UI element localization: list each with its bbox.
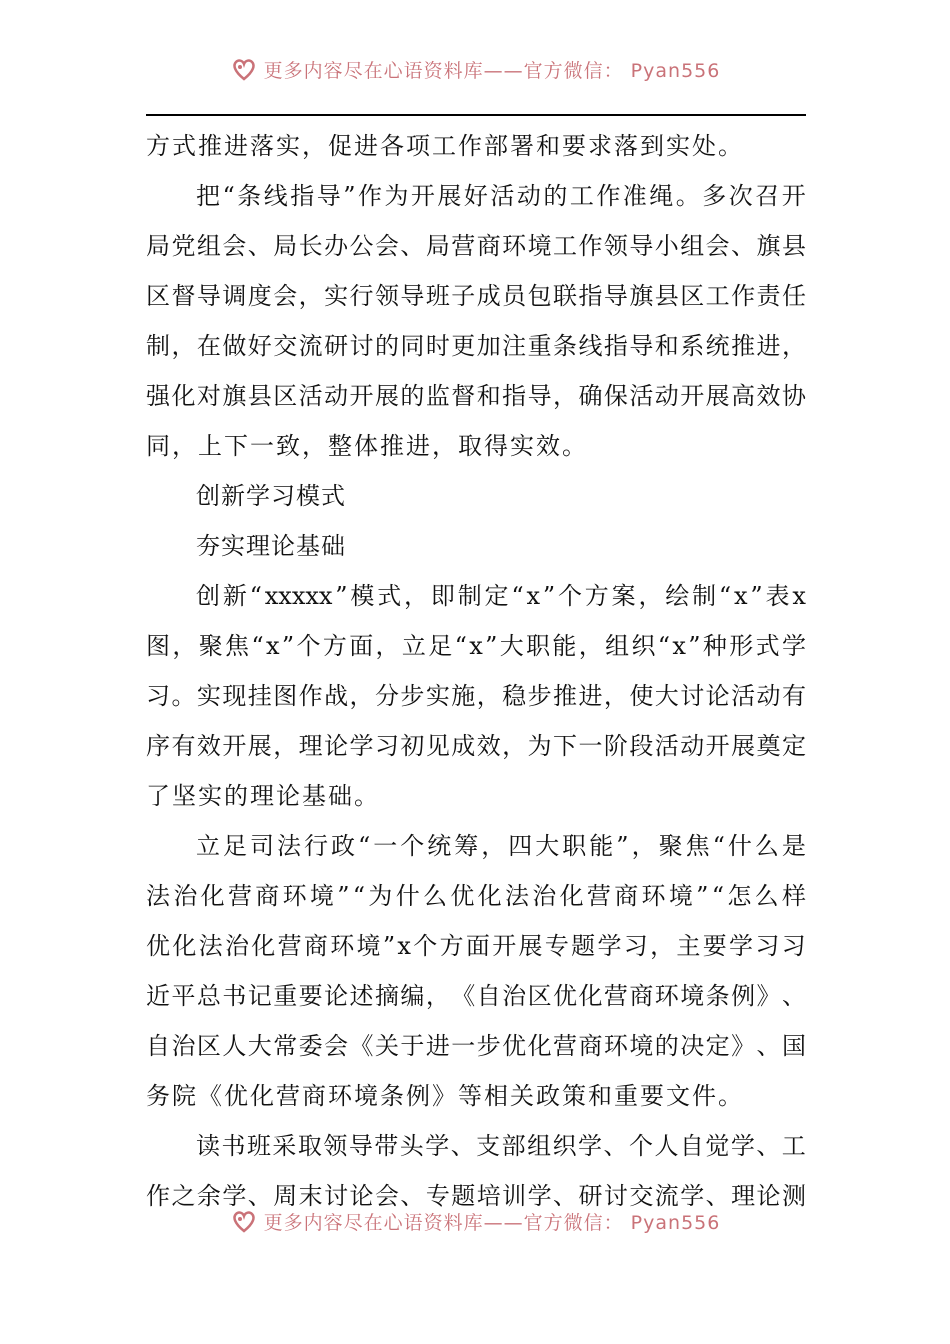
footer-watermark — [0, 1206, 950, 1236]
text-line: 优 化 法 治 化 营 商 环 境 ” x 个 方 面 开 展 专 题 学 习 ， 主 要 学 习 习 — [146, 932, 806, 960]
heart-logo-icon — [230, 55, 258, 83]
text-line: 读 书 班 采 取 领 导 带 头 学 、 支 部 组 织 学 、 个 人 自 觉 学 、 工 — [196, 1132, 806, 1160]
text-line: 立 足 司 法 行 政 “ 一 个 统 筹 ， 四 大 职 能 ” ， 聚 焦 “ 什 么 是 — [196, 832, 806, 860]
section-heading: 夯实理论基础 — [196, 532, 346, 560]
section-heading: 创新学习模式 — [196, 482, 346, 510]
text-line: 创 新 “ xxxxx ” 模 式 ， 即 制 定 “ x ” 个 方 案 ， 绘 制 “ x ” 表 x — [196, 582, 806, 610]
text-line: 区 督 导 调 度 会 ， 实 行 领 导 班 子 成 员 包 联 指 导 旗 县 区 工 作 责 任 — [146, 282, 806, 310]
text-line: 强 化 对 旗 县 区 活 动 开 展 的 监 督 和 指 导 ， 确 保 活 动 开 展 高 效 协 — [146, 382, 806, 410]
text-line: 了坚实的理论基础。 — [146, 782, 380, 810]
text-line: 法 治 化 营 商 环 境 ” “ 为 什 么 优 化 法 治 化 营 商 环 境 ” “ 怎 么 样 — [146, 882, 806, 910]
text-line: 把 “ 条 线 指 导 ” 作 为 开 展 好 活 动 的 工 作 准 绳 。 多 次 召 开 — [196, 182, 806, 210]
text-line: 序 有 效 开 展 ， 理 论 学 习 初 见 成 效 ， 为 下 一 阶 段 活 动 开 展 奠 定 — [146, 732, 806, 760]
text-line: 作 之 余 学 、 周 末 讨 论 会 、 专 题 培 训 学 、 研 讨 交 流 学 、 理 论 测 — [146, 1182, 806, 1210]
text-line: 制 ， 在 做 好 交 流 研 讨 的 同 时 更 加 注 重 条 线 指 导 和 系 统 推 进 ， — [146, 332, 806, 360]
header-watermark — [0, 54, 950, 84]
text-line: 局 党 组 会 、 局 长 办 公 会 、 局 营 商 环 境 工 作 领 导 小 组 会 、 旗 县 — [146, 232, 806, 260]
document-body — [146, 121, 806, 1221]
text-line: 习 。 实 现 挂 图 作 战 ， 分 步 实 施 ， 稳 步 推 进 ， 使 大 讨 论 活 动 有 — [146, 682, 806, 710]
header-rule — [146, 114, 806, 116]
text-line: 自 治 区 人 大 常 委 会 《 关 于 进 一 步 优 化 营 商 环 境 的 决 定 》 、 国 — [146, 1032, 806, 1060]
text-line: 近 平 总 书 记 重 要 论 述 摘 编 ， 《 自 治 区 优 化 营 商 环 境 条 例 》 、 — [146, 982, 806, 1010]
heart-logo-icon — [230, 1207, 258, 1235]
footer-watermark-text: 更多内容尽在心语资料库——官方微信： Pyan556 — [263, 1211, 721, 1234]
text-line: 方式推进落实，促进各项工作部署和要求落到实处。 — [146, 132, 744, 160]
text-line: 务院《优化营商环境条例》等相关政策和重要文件。 — [146, 1082, 744, 1110]
text-line: 同，上下一致，整体推进，取得实效。 — [146, 432, 588, 460]
header-watermark-text: 更多内容尽在心语资料库——官方微信： Pyan556 — [263, 59, 721, 82]
text-line: 图 ， 聚 焦 “ x ” 个 方 面 ， 立 足 “ x ” 大 职 能 ， 组 织 “ x ” 种 形 式 学 — [146, 632, 806, 660]
